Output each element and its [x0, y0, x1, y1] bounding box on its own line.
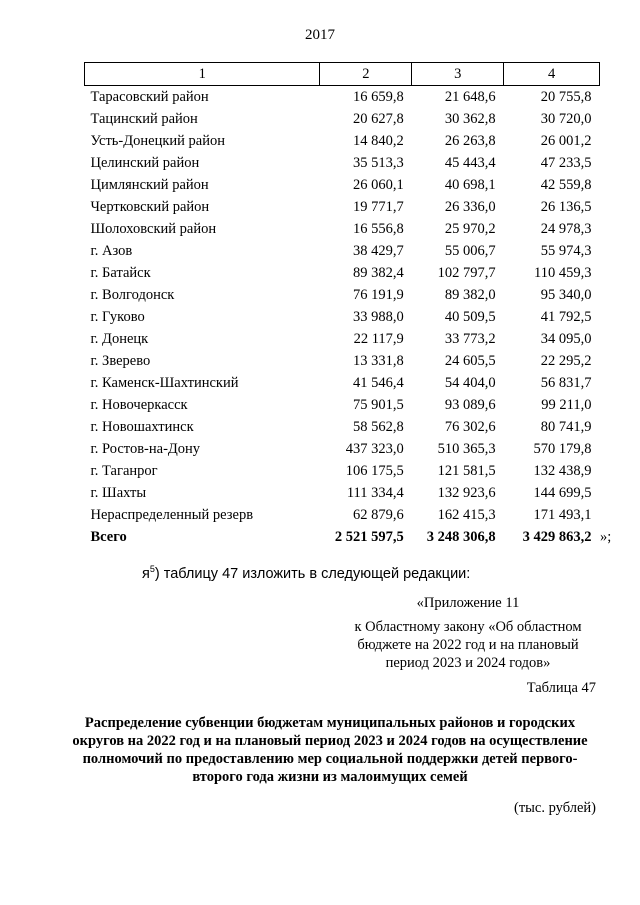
cell-name: г. Каменск-Шахтинский: [90, 374, 239, 391]
cell-value-2022: 75 901,5: [353, 396, 404, 413]
cell-value-2022: 437 323,0: [345, 440, 404, 457]
cell-value-2024: 26 136,5: [540, 198, 592, 215]
cell-value-2022: 111 334,4: [346, 484, 404, 501]
cell-name: г. Волгодонск: [90, 286, 175, 303]
table-row: [85, 372, 600, 394]
cell-name: г. Батайск: [90, 264, 151, 281]
table-row: [85, 394, 600, 416]
table-row: [85, 438, 600, 460]
amendment-text: ) таблицу 47 изложить в следующей редакции:: [154, 565, 471, 582]
column-header: 1: [85, 63, 320, 86]
table-row: [85, 284, 600, 306]
cell-value-2024: 132 438,9: [533, 462, 592, 479]
column-header: 4: [504, 63, 600, 86]
cell-value-2023: 93 089,6: [444, 396, 496, 413]
cell-name: Усть-Донецкий район: [90, 132, 225, 149]
cell-name: г. Ростов-на-Дону: [90, 440, 201, 457]
column-number-row: [85, 63, 600, 86]
table-header: [85, 63, 600, 86]
table-row: [85, 218, 600, 240]
cell-value-2022: 20 627,8: [353, 110, 404, 127]
cell-value-2024: 144 699,5: [533, 484, 592, 501]
total-label: Всего: [90, 528, 127, 545]
cell-value-2023: 30 362,8: [444, 110, 496, 127]
total-2022: 2 521 597,5: [334, 528, 404, 545]
cell-name: г. Таганрог: [90, 462, 158, 479]
table-row: [85, 306, 600, 328]
table-number-label: Таблица 47: [526, 680, 596, 696]
cell-value-2023: 40 509,5: [444, 308, 496, 325]
closing-quote: »;: [600, 529, 612, 545]
table-row: [85, 328, 600, 350]
column-header: 2: [320, 63, 412, 86]
cell-value-2022: 41 546,4: [353, 374, 404, 391]
cell-value-2024: 24 978,3: [540, 220, 592, 237]
cell-value-2023: 45 443,4: [444, 154, 496, 171]
cell-value-2022: 22 117,9: [353, 330, 404, 347]
cell-value-2022: 33 988,0: [353, 308, 404, 325]
cell-value-2023: 26 263,8: [444, 132, 496, 149]
appendix-header: [336, 594, 600, 672]
table-row: [85, 86, 600, 109]
table-row: [85, 108, 600, 130]
cell-value-2022: 62 879,6: [353, 506, 404, 523]
cell-value-2022: 14 840,2: [353, 132, 404, 149]
cell-name: г. Гуково: [90, 308, 145, 325]
page-number: 2017: [305, 27, 335, 43]
appendix-title: «Приложение 11: [416, 595, 520, 611]
column-header: 3: [412, 63, 504, 86]
table-row: [85, 174, 600, 196]
table-row: [85, 262, 600, 284]
cell-value-2022: 19 771,7: [353, 198, 404, 215]
cell-value-2024: 20 755,8: [540, 88, 592, 105]
cell-value-2023: 89 382,0: [444, 286, 496, 303]
appendix-law-reference: к Областному закону «Об областном бюджете на 2022 год и на плановый период 2023 и 2024 годов»: [354, 619, 582, 671]
table-row: [85, 416, 600, 438]
cell-name: Цимлянский район: [90, 176, 209, 193]
table-row: [85, 196, 600, 218]
cell-value-2024: 99 211,0: [541, 396, 592, 413]
cell-value-2024: 22 295,2: [540, 352, 592, 369]
cell-value-2023: 25 970,2: [444, 220, 496, 237]
cell-value-2023: 76 302,6: [444, 418, 496, 435]
cell-value-2024: 55 974,3: [540, 242, 592, 259]
cell-value-2023: 26 336,0: [444, 198, 496, 215]
cell-name: г. Новошахтинск: [90, 418, 194, 435]
cell-value-2023: 102 797,7: [437, 264, 496, 281]
cell-value-2023: 510 365,3: [437, 440, 496, 457]
cell-name: Тарасовский район: [90, 88, 209, 105]
cell-value-2022: 35 513,3: [353, 154, 404, 171]
cell-value-2024: 30 720,0: [540, 110, 592, 127]
cell-value-2023: 33 773,2: [444, 330, 496, 347]
table-row: [85, 130, 600, 152]
amendment-letter: я: [142, 565, 150, 582]
cell-value-2023: 21 648,6: [444, 88, 496, 105]
cell-value-2023: 54 404,0: [444, 374, 496, 391]
cell-value-2022: 16 556,8: [353, 220, 404, 237]
total-2023: 3 248 306,8: [426, 528, 496, 545]
cell-value-2024: 171 493,1: [533, 506, 592, 523]
cell-value-2024: 41 792,5: [540, 308, 592, 325]
cell-value-2022: 106 175,5: [345, 462, 404, 479]
cell-value-2022: 13 331,8: [353, 352, 404, 369]
cell-name: Нераспределенный резерв: [90, 506, 254, 523]
cell-value-2023: 24 605,5: [444, 352, 496, 369]
total-2024: 3 429 863,2: [522, 528, 592, 545]
table-row: [85, 482, 600, 504]
cell-value-2024: 80 741,9: [540, 418, 592, 435]
cell-value-2022: 38 429,7: [353, 242, 404, 259]
cell-name: г. Азов: [90, 242, 133, 259]
cell-name: г. Зверево: [90, 352, 151, 369]
cell-value-2022: 89 382,4: [353, 264, 404, 281]
total-row: [85, 526, 600, 548]
cell-value-2024: 42 559,8: [540, 176, 592, 193]
cell-value-2023: 121 581,5: [437, 462, 496, 479]
cell-name: Тацинский район: [90, 110, 198, 127]
cell-value-2023: 162 415,3: [437, 506, 496, 523]
cell-value-2023: 132 923,6: [437, 484, 496, 501]
cell-name: Шолоховский район: [90, 220, 217, 237]
table-row: [85, 504, 600, 526]
table-row: [85, 350, 600, 372]
cell-value-2024: 570 179,8: [533, 440, 592, 457]
cell-value-2022: 58 562,8: [353, 418, 404, 435]
cell-name: Чертковский район: [90, 198, 210, 215]
cell-value-2024: 26 001,2: [540, 132, 592, 149]
table-row: [85, 460, 600, 482]
cell-value-2024: 34 095,0: [540, 330, 592, 347]
cell-value-2024: 56 831,7: [540, 374, 592, 391]
cell-value-2024: 95 340,0: [540, 286, 592, 303]
cell-name: г. Донецк: [90, 330, 149, 347]
footnote-superscript: 5: [149, 564, 155, 574]
budget-table: [84, 62, 600, 548]
cell-name: г. Шахты: [90, 484, 147, 501]
table-row: [85, 240, 600, 262]
units-label: (тыс. рублей): [514, 800, 596, 816]
table-row: [85, 152, 600, 174]
cell-name: Целинский район: [90, 154, 200, 171]
cell-value-2024: 110 459,3: [534, 264, 592, 281]
cell-value-2023: 55 006,7: [444, 242, 496, 259]
cell-value-2022: 76 191,9: [353, 286, 404, 303]
table-title: Распределение субвенции бюджетам муниципальных районов и городских округов на 2022 год и на плановый период 2023 и 2024 годов на осуществление полномочий по предоставлению мер социальной поддержки детей первого-второго года жизни из малоимущих семей: [72, 715, 588, 785]
cell-name: г. Новочеркасск: [90, 396, 188, 413]
table-body: [85, 86, 600, 527]
amendment-paragraph: [142, 564, 470, 582]
cell-value-2022: 26 060,1: [353, 176, 404, 193]
cell-value-2023: 40 698,1: [444, 176, 496, 193]
cell-value-2024: 47 233,5: [540, 154, 592, 171]
cell-value-2022: 16 659,8: [353, 88, 404, 105]
